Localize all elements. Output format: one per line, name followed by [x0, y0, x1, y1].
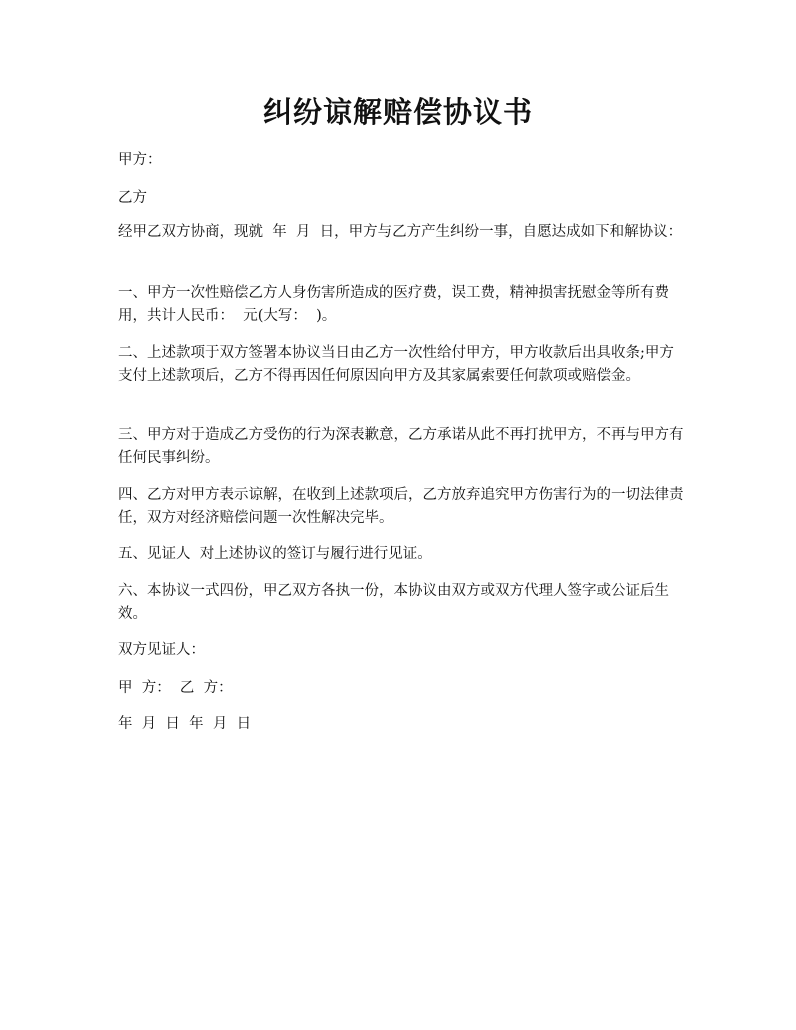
document-title: 纠纷谅解赔偿协议书 — [262, 95, 533, 129]
party-a-line: 甲方： — [118, 152, 162, 168]
intro-paragraph: 经甲乙双方协商，现就 年 月 日，甲方与乙方产生纠纷一事，自愿达成如下和解协议： — [118, 224, 683, 240]
clause-4: 四、乙方对甲方表示谅解，在收到上述款项后，乙方放弃追究甲方伤害行为的一切法律责任，双方对经济赔偿问题一次性解决完毕。 — [118, 487, 684, 526]
party-b-line: 乙方 — [118, 190, 147, 206]
witness-line: 双方见证人： — [118, 642, 205, 658]
clause-5: 五、见证人 对上述协议的签订与履行进行见证。 — [118, 546, 432, 562]
clause-2: 二、上述款项于双方签署本协议当日由乙方一次性给付甲方，甲方收款后出具收条;甲方支付上述款项后，乙方不得再因任何原因向甲方及其家属索要任何款项或赔偿金。 — [118, 345, 674, 384]
date-line: 年 月 日 年 月 日 — [118, 716, 252, 732]
clause-6: 六、本协议一式四份，甲乙双方各执一份，本协议由双方或双方代理人签字或公证后生效。 — [118, 583, 669, 622]
clause-3: 三、甲方对于造成乙方受伤的行为深表歉意，乙方承诺从此不再打扰甲方，不再与甲方有任何民事纠纷。 — [118, 427, 684, 466]
clause-1: 一、甲方一次性赔偿乙方人身伤害所造成的医疗费，误工费，精神损害抚慰金等所有费用，共计人民币： 元(大写： )。 — [118, 285, 669, 324]
signature-line: 甲 方： 乙 方： — [118, 680, 233, 696]
